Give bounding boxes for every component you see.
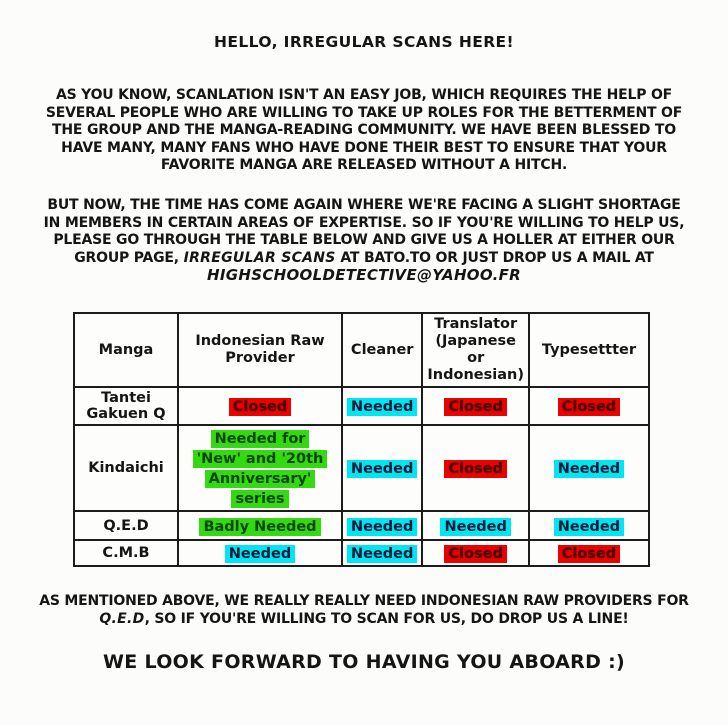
status-badge: Closed [444, 545, 506, 563]
outro-line2-rest: , SO IF YOU'RE WILLING TO SCAN FOR US, DO DROP US A LINE! [144, 611, 629, 627]
status-badge: Needed [440, 518, 510, 536]
column-header-raw-provider: Indonesian Raw Provider [178, 313, 342, 387]
status-badge: Needed [554, 460, 624, 478]
status-badge: Needed for 'New' and '20th Anniversary' series [193, 430, 328, 508]
role-status-cell [178, 387, 342, 425]
intro-paragraph [0, 87, 728, 175]
recruit-line: PLEASE GO THROUGH THE TABLE BELOW AND GIVE US A HOLLER AT EITHER OUR [53, 232, 675, 249]
status-badge: Closed [558, 545, 620, 563]
status-badge: Closed [558, 398, 620, 416]
table-header-row [74, 313, 649, 387]
intro-line: THE GROUP AND THE MANGA-READING COMMUNITY. WE HAVE BEEN BLESSED TO [52, 122, 676, 139]
status-badge: Needed [347, 398, 417, 416]
recruit-paragraph [0, 197, 728, 285]
intro-line: AS YOU KNOW, SCANLATION ISN'T AN EASY JOB, WHICH REQUIRES THE HELP OF [55, 87, 673, 103]
recruitment-table [73, 312, 650, 567]
manga-title: Tantei Gakuen Q [86, 390, 166, 422]
role-status-cell [422, 387, 529, 425]
outro-paragraph [0, 592, 728, 628]
status-badge: Closed [444, 460, 506, 478]
table-row [74, 387, 649, 425]
column-header-typesetter: Typesettter [529, 313, 649, 387]
table-row [74, 511, 649, 540]
series-name: Q.E.D [99, 611, 145, 627]
recruit-line4-pre: GROUP PAGE, [74, 249, 184, 266]
status-badge: Needed [347, 518, 417, 536]
manga-title-cell [74, 387, 178, 425]
intro-line: FAVORITE MANGA ARE RELEASED WITHOUT A HITCH. [160, 157, 568, 174]
intro-line: SEVERAL PEOPLE WHO ARE WILLING TO TAKE UP ROLES FOR THE BETTERMENT OF [45, 104, 683, 121]
page-title: HELLO, IRREGULAR SCANS HERE! [213, 33, 515, 51]
column-header-manga: Manga [74, 313, 178, 387]
role-status-cell [529, 540, 649, 566]
recruit-line: BUT NOW, THE TIME HAS COME AGAIN WHERE WE'RE FACING A SLIGHT SHORTAGE [47, 197, 681, 213]
role-status-cell [422, 425, 529, 511]
status-badge: Needed [554, 518, 624, 536]
recruit-line [0, 250, 728, 268]
role-status-cell [529, 387, 649, 425]
table-row [74, 425, 649, 511]
recruit-line: IN MEMBERS IN CERTAIN AREAS OF EXPERTISE. SO IF YOU'RE WILLING TO HELP US, [43, 214, 685, 231]
status-badge: Badly Needed [199, 518, 320, 536]
status-badge: Needed [347, 460, 417, 478]
role-status-cell [422, 511, 529, 540]
role-status-cell [342, 540, 422, 566]
manga-title-cell [74, 540, 178, 566]
role-status-cell [178, 425, 342, 511]
manga-title: C.M.B [102, 545, 150, 561]
status-badge: Needed [347, 545, 417, 563]
contact-email: HIGHSCHOOLDETECTIVE@YAHOO.FR [207, 266, 521, 285]
role-status-cell [342, 425, 422, 511]
outro-line [0, 610, 728, 628]
status-badge: Closed [229, 398, 291, 416]
intro-line: HAVE MANY, MANY FANS WHO HAVE DONE THEIR BEST TO ENSURE THAT YOUR [61, 139, 667, 156]
role-status-cell [178, 511, 342, 540]
outro-line: AS MENTIONED ABOVE, WE REALLY REALLY NEED INDONESIAN RAW PROVIDERS FOR [39, 593, 689, 609]
column-header-cleaner: Cleaner [342, 313, 422, 387]
role-status-cell [342, 387, 422, 425]
role-status-cell [178, 540, 342, 566]
manga-title: Kindaichi [88, 460, 164, 476]
manga-title-cell [74, 511, 178, 540]
closing-line: WE LOOK FORWARD TO HAVING YOU ABOARD :) [103, 651, 625, 673]
recruit-line4-post: AT BATO.TO OR JUST DROP US A MAIL AT [335, 249, 654, 266]
manga-title: Q.E.D [103, 517, 149, 534]
status-badge: Needed [225, 545, 295, 563]
role-status-cell [342, 511, 422, 540]
role-status-cell [529, 511, 649, 540]
group-name: IRREGULAR SCANS [183, 249, 336, 266]
role-status-cell [529, 425, 649, 511]
column-header-translator: Translator (Japanese or Indonesian) [422, 313, 529, 387]
status-badge: Closed [444, 398, 506, 416]
table-row [74, 540, 649, 566]
manga-title-cell [74, 425, 178, 511]
role-status-cell [422, 540, 529, 566]
